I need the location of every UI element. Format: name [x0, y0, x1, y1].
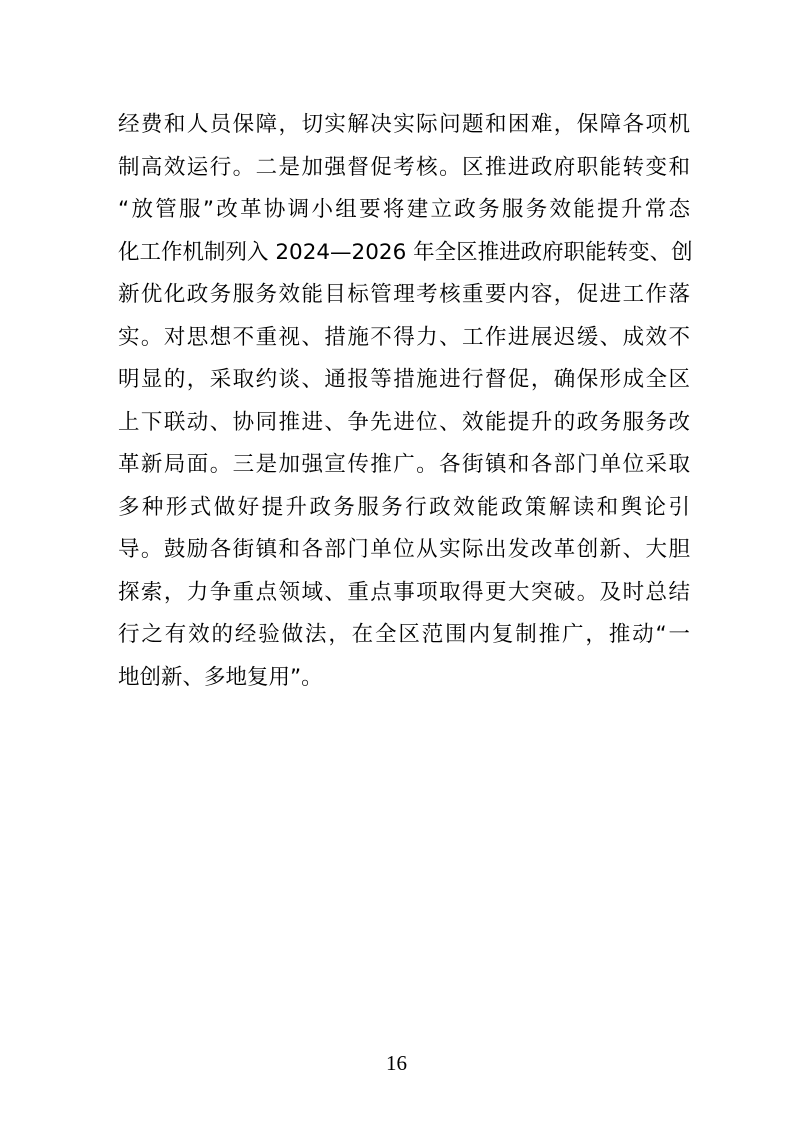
text-line-6: 实。对思想不重视、措施不得力、工作进展迟缓、成效不 [118, 324, 690, 350]
text-line-4: 化工作机制列入 2024—2026 年全区推进政府职能转变、创 [118, 239, 693, 265]
page-number: 16 [386, 1051, 407, 1075]
text-line-10: 多种形式做好提升政务服务行政效能政策解读和舆论引 [118, 494, 690, 520]
body-paragraph [118, 104, 693, 699]
text-line-2: 制高效运行。二是加强督促考核。区推进政府职能转变和 [118, 154, 690, 180]
text-line-14: 地创新、多地复用”。 [118, 664, 323, 690]
text-line-7: 明显的，采取约谈、通报等措施进行督促，确保形成全区 [118, 367, 690, 392]
text-line-9: 革新局面。三是加强宣传推广。各街镇和各部门单位采取 [118, 452, 690, 477]
text-line-13: 行之有效的经验做法，在全区范围内复制推广，推动“一 [118, 622, 690, 647]
text-line-11: 导。鼓励各街镇和各部门单位从实际出发改革创新、大胆 [118, 537, 690, 562]
text-line-8: 上下联动、协同推进、争先进位、效能提升的政务服务改 [118, 409, 690, 435]
text-line-1: 经费和人员保障，切实解决实际问题和困难，保障各项机 [118, 112, 690, 137]
text-line-12: 探索，力争重点领域、重点事项取得更大突破。及时总结 [118, 579, 690, 605]
text-line-3: “放管服”改革协调小组要将建立政务服务效能提升常态 [118, 197, 690, 222]
text-line-5: 新优化政务服务效能目标管理考核重要内容，促进工作落 [118, 282, 690, 307]
